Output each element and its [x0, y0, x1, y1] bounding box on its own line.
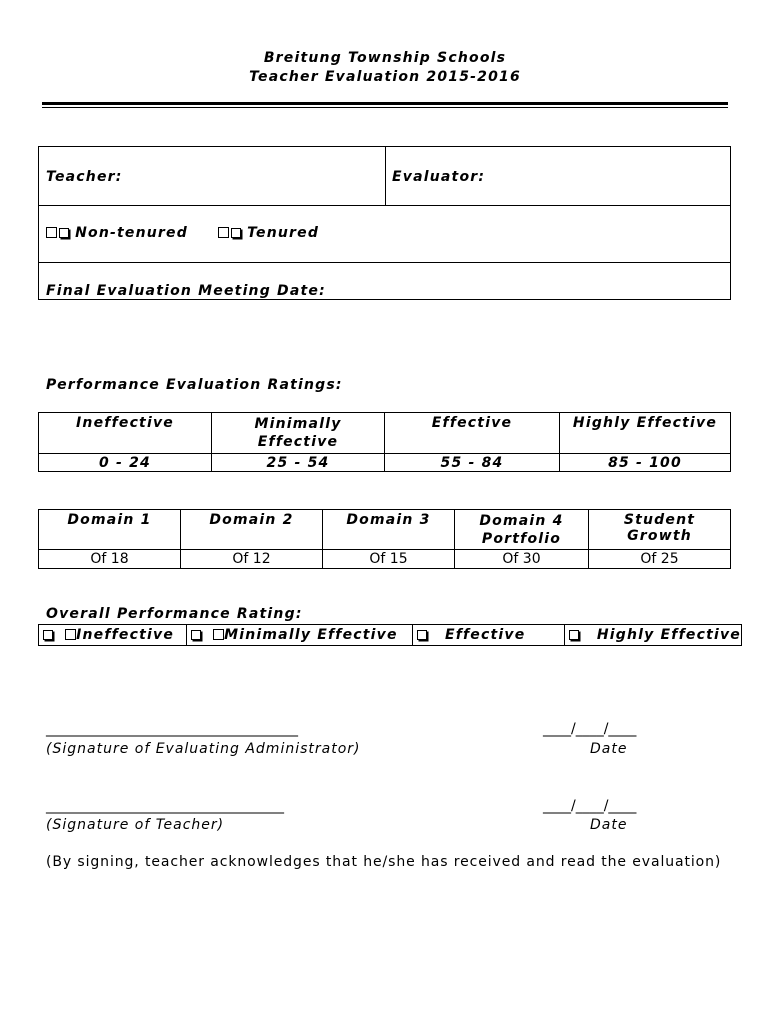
checkbox-icon: [59, 228, 69, 238]
overall-option-minimally-effective[interactable]: [187, 625, 413, 646]
checkbox-icon[interactable]: [191, 630, 201, 640]
checkbox-icon[interactable]: [569, 630, 579, 640]
domain-score[interactable]: Of 18: [39, 550, 181, 569]
info-row-divider-2: [39, 262, 730, 263]
teacher-label: Teacher:: [46, 169, 123, 185]
teacher-info-box: [38, 146, 731, 300]
tenured-label: Tenured: [247, 225, 320, 241]
option-label: Minimally Effective: [224, 627, 398, 643]
header-rule-thin: [42, 107, 728, 108]
rating-name: Highly Effective: [572, 415, 718, 431]
teacher-evaluator-divider: [385, 147, 386, 205]
checkbox-icon[interactable]: [417, 630, 427, 640]
domain-header: [455, 510, 589, 550]
rating-name: Minimally: [254, 416, 342, 432]
rating-name-line2: Effective: [257, 434, 339, 450]
teacher-signature-label: (Signature of Teacher): [46, 817, 225, 833]
meeting-date-label: Final Evaluation Meeting Date:: [46, 283, 326, 299]
domain-header: [39, 510, 181, 550]
header-rule-thick: [42, 102, 728, 105]
domain-name: Domain 4: [479, 513, 564, 529]
rating-range: 85 - 100: [560, 454, 731, 472]
domain-header: [589, 510, 731, 550]
rating-header-ineffective: [39, 413, 212, 454]
domain-header: [181, 510, 323, 550]
domain-score-table: [38, 509, 731, 569]
rating-range: 25 - 54: [212, 454, 385, 472]
info-row-divider-1: [39, 205, 730, 206]
admin-date-label: Date: [590, 741, 628, 757]
school-name: Breitung Township Schools: [263, 50, 507, 66]
overall-option-ineffective[interactable]: [39, 625, 187, 646]
option-label: Ineffective: [76, 627, 175, 643]
overall-option-highly-effective[interactable]: [564, 625, 741, 646]
checkbox-icon[interactable]: [213, 629, 224, 640]
domain-score[interactable]: Of 30: [455, 550, 589, 569]
non-tenured-label: Non-tenured: [75, 225, 188, 241]
domain-name: Domain 1: [67, 512, 152, 528]
ratings-title: Performance Evaluation Ratings:: [46, 377, 343, 393]
domain-header: [323, 510, 455, 550]
checkbox-icon[interactable]: [218, 227, 229, 238]
domain-name: Domain 3: [346, 512, 431, 528]
overall-rating-title: Overall Performance Rating:: [46, 606, 303, 622]
rating-header-minimally-effective: [212, 413, 385, 454]
option-label: Highly Effective: [596, 627, 741, 643]
domain-name: Domain 2: [209, 512, 294, 528]
non-tenured-option[interactable]: [46, 225, 188, 241]
rating-range: 0 - 24: [39, 454, 212, 472]
option-label: Effective: [444, 627, 526, 643]
admin-signature-line[interactable]: ____________________________________: [46, 721, 298, 737]
rating-name: Effective: [431, 415, 513, 431]
checkbox-icon[interactable]: [46, 227, 57, 238]
domain-score[interactable]: Of 15: [323, 550, 455, 569]
checkbox-icon[interactable]: [65, 629, 76, 640]
admin-date-line[interactable]: ____/____/____: [543, 721, 637, 737]
teacher-date-line[interactable]: ____/____/____: [543, 798, 637, 814]
ratings-table: [38, 412, 731, 472]
evaluator-label: Evaluator:: [392, 169, 486, 185]
teacher-date-label: Date: [590, 817, 628, 833]
rating-name: Ineffective: [76, 415, 174, 431]
checkbox-icon[interactable]: [43, 630, 53, 640]
document-title: Teacher Evaluation 2015-2016: [249, 69, 521, 85]
domain-score[interactable]: Of 25: [589, 550, 731, 569]
domain-name: Student Growth: [623, 512, 696, 544]
rating-header-effective: [385, 413, 560, 454]
acknowledgement-note: (By signing, teacher acknowledges that he/she has received and read the evaluation): [46, 854, 722, 870]
teacher-signature-line[interactable]: __________________________________: [46, 798, 284, 814]
checkbox-icon: [231, 228, 241, 238]
admin-signature-label: (Signature of Evaluating Administrator): [46, 741, 361, 757]
rating-range: 55 - 84: [385, 454, 560, 472]
overall-option-effective[interactable]: [412, 625, 564, 646]
domain-name-line2: Portfolio: [481, 531, 562, 547]
domain-score[interactable]: Of 12: [181, 550, 323, 569]
rating-header-highly-effective: [560, 413, 731, 454]
overall-rating-table: [38, 624, 742, 646]
tenured-option[interactable]: [218, 225, 319, 241]
